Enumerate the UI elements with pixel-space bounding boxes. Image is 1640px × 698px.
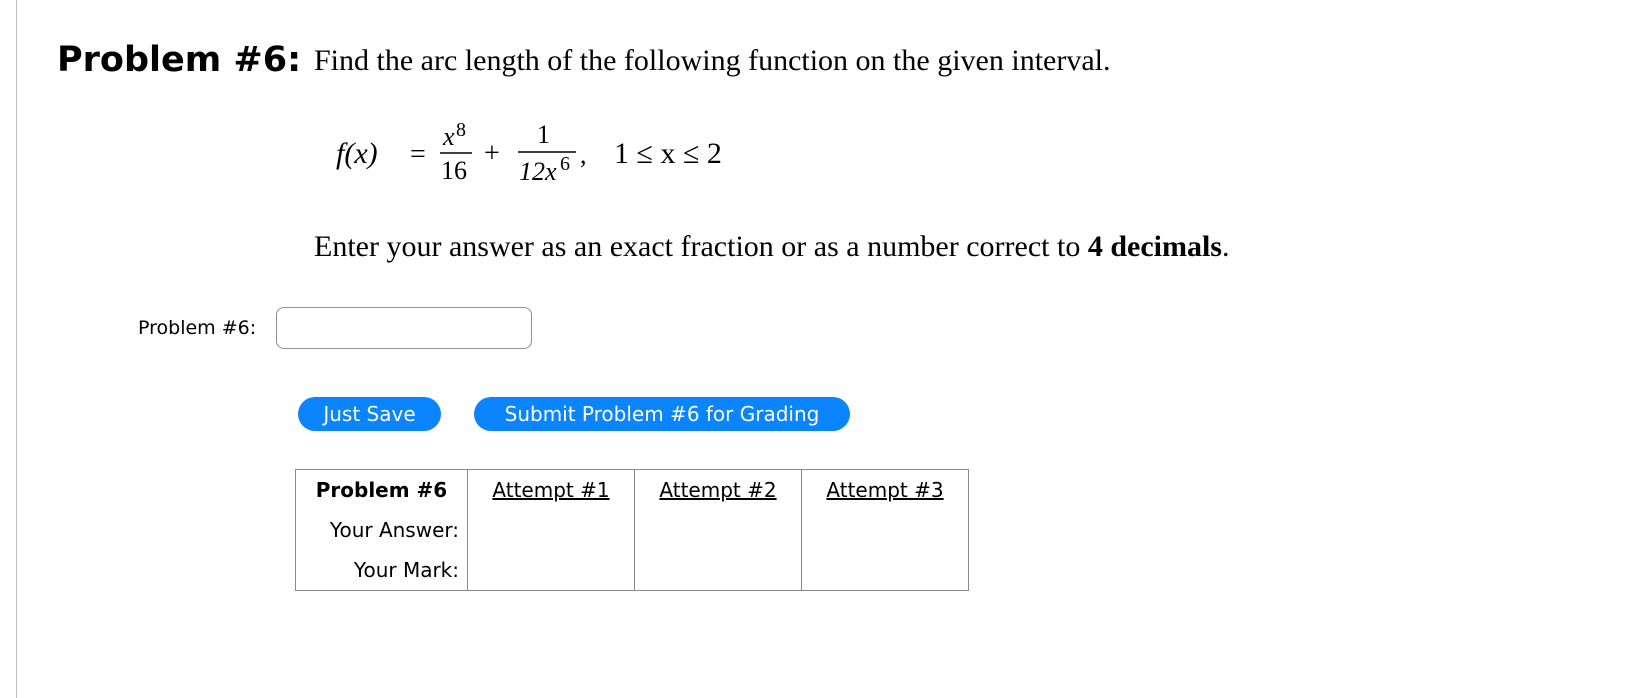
attempt-3-mark <box>802 550 969 591</box>
formula-equals: = <box>410 139 426 170</box>
formula-interval: 1 ≤ x ≤ 2 <box>614 137 722 170</box>
frac2-denominator-exponent: 6 <box>560 153 570 175</box>
instruction-suffix: . <box>1221 230 1230 263</box>
attempt-1-header[interactable]: Attempt #1 <box>468 470 635 511</box>
attempt-1-answer <box>468 510 635 550</box>
formula <box>330 112 790 192</box>
instruction-prefix: Enter your answer as an exact fraction or as a number correct to <box>314 230 1088 263</box>
attempt-3-header[interactable]: Attempt #3 <box>802 470 969 511</box>
your-answer-label: Your Answer: <box>296 510 468 550</box>
frac1-numerator-exponent: 8 <box>456 119 466 141</box>
your-answer-row <box>296 510 969 550</box>
formula-svg <box>330 112 790 192</box>
attempt-3-answer <box>802 510 969 550</box>
problem-heading: Problem #6: <box>57 40 302 80</box>
formula-plus: + <box>484 138 500 169</box>
frac2-numerator: 1 <box>537 120 550 149</box>
formula-lhs: f(x) <box>336 137 378 170</box>
attempts-header-row <box>296 470 969 511</box>
attempt-1-mark <box>468 550 635 591</box>
attempt-2-answer <box>635 510 802 550</box>
formula-comma: , <box>580 140 587 169</box>
frac1-denominator: 16 <box>441 156 467 185</box>
frac2-denominator: 12x <box>519 157 557 186</box>
attempt-2-mark <box>635 550 802 591</box>
submit-for-grading-button[interactable]: Submit Problem #6 for Grading <box>474 397 850 431</box>
answer-label: Problem #6: <box>138 317 257 339</box>
attempts-table-header: Problem #6 <box>296 470 468 511</box>
problem-text: Find the arc length of the following function on the given interval. <box>314 44 1111 77</box>
content-frame <box>16 0 1640 698</box>
attempts-table <box>295 469 969 591</box>
answer-instruction <box>314 230 1229 264</box>
attempt-2-header[interactable]: Attempt #2 <box>635 470 802 511</box>
instruction-bold: 4 decimals <box>1087 230 1222 263</box>
just-save-button[interactable]: Just Save <box>298 397 441 431</box>
answer-input[interactable] <box>276 307 532 349</box>
your-mark-row <box>296 550 969 591</box>
your-mark-label: Your Mark: <box>296 550 468 591</box>
frac1-numerator: x <box>443 122 455 151</box>
